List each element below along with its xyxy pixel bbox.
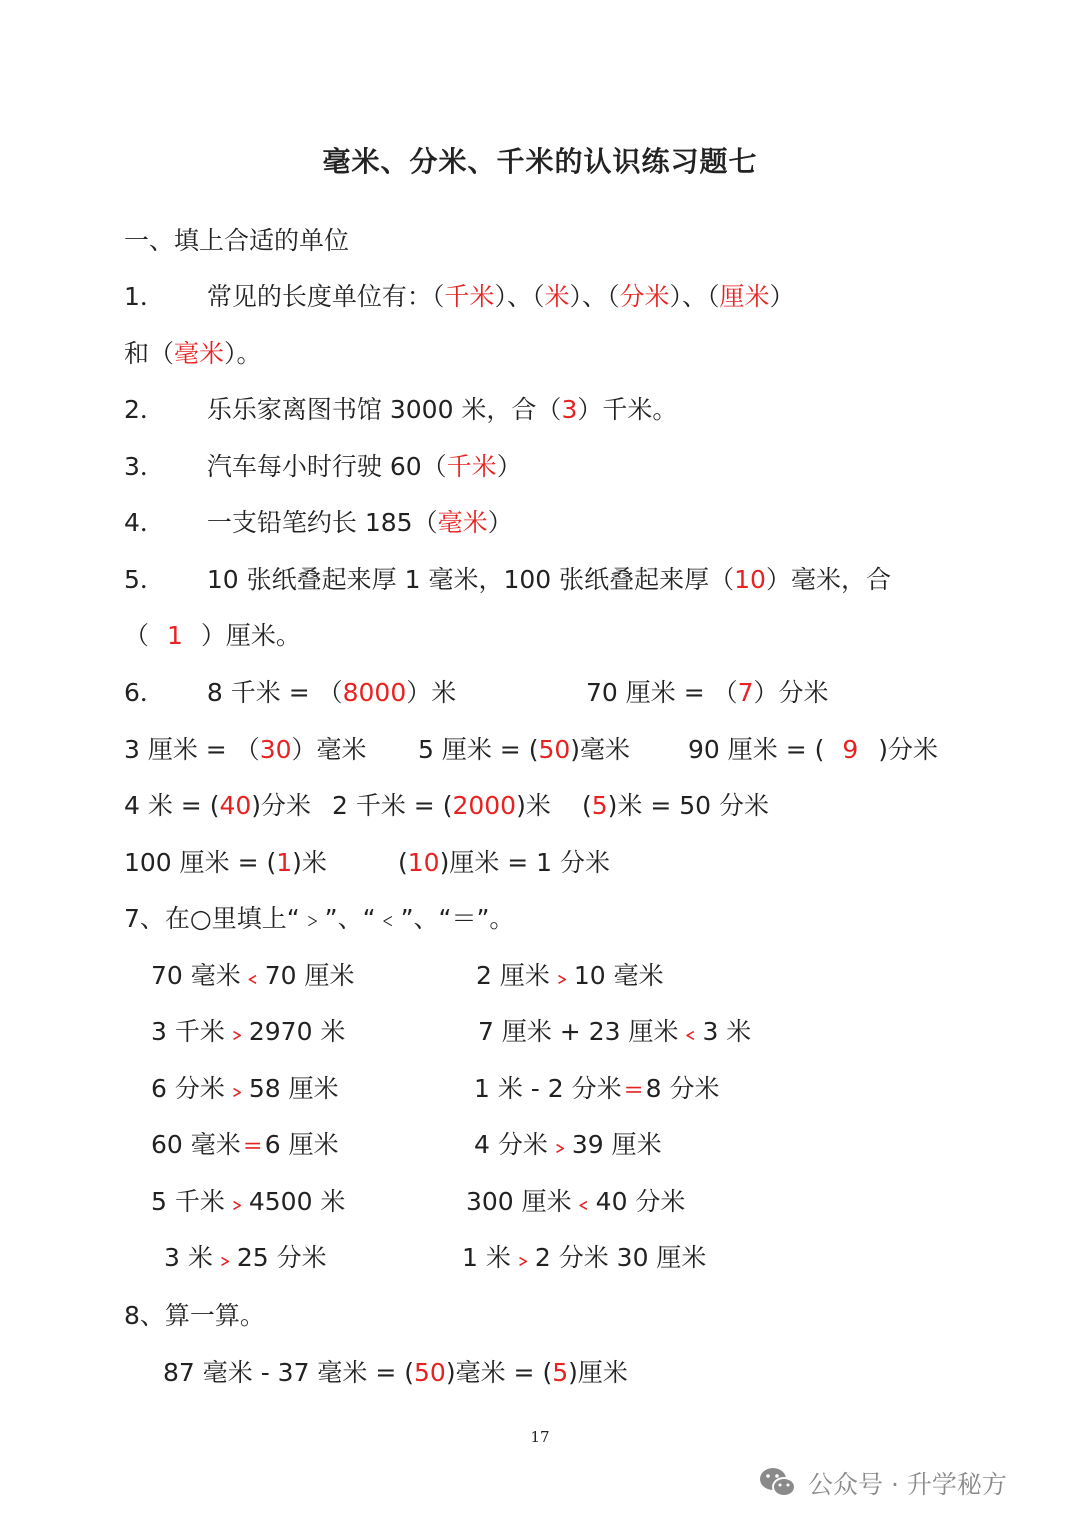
question-text: 8 千米 = （ <box>206 678 343 707</box>
question-number: 3． <box>124 452 165 481</box>
comparison-left: 4 分米 <box>474 1130 548 1159</box>
comparison-sign: ＝ <box>623 1078 644 1102</box>
question-text: 5 厘米 = ( <box>418 735 539 764</box>
question-number: 5． <box>124 565 165 594</box>
question-1 <box>124 279 795 315</box>
comparison-sign: ﹤ <box>680 1021 701 1045</box>
conversion-item <box>124 845 327 881</box>
conversion-item <box>418 732 630 768</box>
answer: 9 <box>842 735 859 764</box>
question-5-continued <box>124 618 301 654</box>
comparison-left: 7 厘米 + 23 厘米 <box>478 1017 679 1046</box>
comparison-item <box>151 958 355 995</box>
question-text: ）、（ <box>494 282 545 311</box>
question-text: 90 厘米 = ( <box>688 735 825 764</box>
answer: 50 <box>414 1358 446 1387</box>
calculation-item <box>163 1355 628 1391</box>
comparison-item <box>164 1240 327 1277</box>
answer: 30 <box>259 735 292 764</box>
question-number: 4． <box>124 508 165 537</box>
comparison-item <box>462 1240 706 1277</box>
question-text: )米 <box>292 848 327 877</box>
question-text: 2 千米 = ( <box>332 791 453 820</box>
comparison-item <box>466 1184 685 1221</box>
comparison-sign: ﹤ <box>242 965 263 989</box>
comparison-right: 58 厘米 <box>248 1074 339 1103</box>
question-4 <box>124 505 513 541</box>
comparison-item <box>474 1071 719 1108</box>
question-3 <box>124 449 522 485</box>
question-text: 87 毫米 - 37 毫米 = ( <box>163 1358 415 1387</box>
answer: 分米 <box>619 282 670 311</box>
question-text: 100 厘米 = ( <box>124 848 277 877</box>
question-text: ） <box>496 452 522 481</box>
question-text: ）。 <box>224 339 262 368</box>
question-text: 3 厘米 = （ <box>124 735 260 764</box>
question-text: ）米 <box>406 678 457 707</box>
question-text: )分米 <box>878 735 939 764</box>
question-8-heading: 8、算一算。 <box>124 1301 265 1330</box>
question-text: )毫米 <box>570 735 631 764</box>
comparison-left: 1 米 <box>462 1243 511 1272</box>
comparison-item <box>151 1184 345 1221</box>
comparison-item <box>478 1014 751 1051</box>
question-text: ）千米。 <box>577 395 678 424</box>
answer: 千米 <box>446 452 497 481</box>
comparison-sign: ﹥ <box>512 1247 533 1271</box>
comparison-item <box>476 958 664 995</box>
answer: 厘米 <box>719 282 770 311</box>
comparison-left: 6 分米 <box>151 1074 225 1103</box>
answer: 8000 <box>342 678 407 707</box>
answer: 毫米 <box>437 508 488 537</box>
comparison-sign: ﹥ <box>226 1078 247 1102</box>
answer: 1 <box>167 621 183 650</box>
comparison-left: 3 米 <box>164 1243 213 1272</box>
question-7-heading: 7、在○里填上“﹥”、“﹤”、“＝”。 <box>124 904 515 933</box>
question-text: ）毫米 <box>291 735 367 764</box>
question-text: 乐乐家离图书馆 3000 米，合（ <box>206 395 562 424</box>
question-number: 2． <box>124 395 165 424</box>
conversion-item <box>124 788 311 824</box>
question-text: )厘米 = 1 分米 <box>439 848 611 877</box>
conversion-item <box>688 732 938 768</box>
comparison-item <box>151 1071 339 1108</box>
answer: 10 <box>407 848 440 877</box>
question-text: 10 张纸叠起来厚 1 毫米，100 张纸叠起来厚（ <box>206 565 735 594</box>
question-text: 4 米 = ( <box>124 791 220 820</box>
answer: 40 <box>219 791 252 820</box>
section-heading: 一、填上合适的单位 <box>124 226 350 255</box>
answer: 3 <box>561 395 578 424</box>
answer: 5 <box>591 791 608 820</box>
comparison-sign: ＝ <box>242 1134 263 1158</box>
answer: 千米 <box>444 282 495 311</box>
answer: 10 <box>734 565 766 594</box>
comparison-right: 3 米 <box>702 1017 752 1046</box>
conversion-item <box>124 732 367 768</box>
comparison-right: 70 厘米 <box>264 961 355 990</box>
comparison-right: 8 分米 <box>645 1074 720 1103</box>
comparison-left: 3 千米 <box>151 1017 225 1046</box>
comparison-left: 70 毫米 <box>151 961 241 990</box>
conversion-item <box>586 675 829 711</box>
comparison-item <box>474 1127 662 1164</box>
question-text: )米 = 50 分米 <box>607 791 770 820</box>
comparison-left: 1 米 - 2 分米 <box>474 1074 622 1103</box>
comparison-sign: ﹥ <box>551 965 572 989</box>
comparison-item <box>151 1127 339 1164</box>
conversion-item <box>398 845 610 881</box>
question-number: 1． <box>124 282 165 311</box>
comparison-item <box>151 1014 345 1051</box>
watermark-text: 公众号 · 升学秘方 <box>808 1470 1007 1499</box>
comparison-sign: ﹥ <box>549 1134 570 1158</box>
answer: 毫米 <box>174 339 225 368</box>
answer: 7 <box>737 678 754 707</box>
question-text: ） <box>487 508 513 537</box>
answer: 5 <box>552 1358 569 1387</box>
comparison-right: 25 分米 <box>236 1243 327 1272</box>
wechat-icon <box>758 1466 798 1500</box>
question-text: ( <box>398 848 408 877</box>
comparison-sign: ﹤ <box>573 1191 594 1215</box>
comparison-right: 2 分米 30 厘米 <box>534 1243 707 1272</box>
conversion-item <box>582 788 769 824</box>
question-text: 常见的长度单位有：（ <box>206 282 445 311</box>
comparison-left: 2 厘米 <box>476 961 550 990</box>
question-text: ）、（ <box>669 282 720 311</box>
question-text: )分米 <box>251 791 312 820</box>
comparison-right: 39 厘米 <box>571 1130 662 1159</box>
question-text: 汽车每小时行驶 60（ <box>206 452 447 481</box>
question-number: 6． <box>124 678 165 707</box>
answer: 50 <box>538 735 571 764</box>
comparison-right: 6 厘米 <box>264 1130 339 1159</box>
question-text: 70 厘米 = （ <box>586 678 738 707</box>
comparison-right: 4500 米 <box>248 1187 346 1216</box>
comparison-sign: ﹥ <box>226 1191 247 1215</box>
answer: 1 <box>276 848 293 877</box>
question-text: ） <box>769 282 795 311</box>
question-text: 和（ <box>124 339 175 368</box>
answer: 米 <box>544 282 570 311</box>
question-text: 一支铅笔约长 185（ <box>206 508 438 537</box>
question-text: )米 <box>516 791 551 820</box>
question-1-continued <box>124 336 262 372</box>
question-6 <box>124 675 456 711</box>
question-text: ）、（ <box>569 282 620 311</box>
question-text: ）厘米。 <box>200 621 301 650</box>
question-text: )厘米 <box>568 1358 628 1387</box>
question-2 <box>124 392 677 428</box>
question-text: （ <box>124 621 150 650</box>
comparison-right: 40 分米 <box>595 1187 686 1216</box>
comparison-left: 60 毫米 <box>151 1130 241 1159</box>
comparison-left: 5 千米 <box>151 1187 225 1216</box>
comparison-left: 300 厘米 <box>466 1187 572 1216</box>
comparison-right: 10 毫米 <box>573 961 664 990</box>
page-title: 毫米、分米、千米的认识练习题七 <box>322 145 758 178</box>
question-text: ）分米 <box>753 678 829 707</box>
question-text: ）毫米，合 <box>765 565 891 594</box>
comparison-sign: ﹥ <box>226 1021 247 1045</box>
page-number: 17 <box>530 1428 550 1446</box>
comparison-right: 2970 米 <box>248 1017 346 1046</box>
question-5 <box>124 562 891 598</box>
conversion-item <box>332 788 551 824</box>
comparison-sign: ﹥ <box>214 1247 235 1271</box>
question-text: )毫米 = ( <box>445 1358 553 1387</box>
watermark <box>758 1460 1007 1506</box>
question-text: ( <box>582 791 592 820</box>
answer: 2000 <box>452 791 517 820</box>
